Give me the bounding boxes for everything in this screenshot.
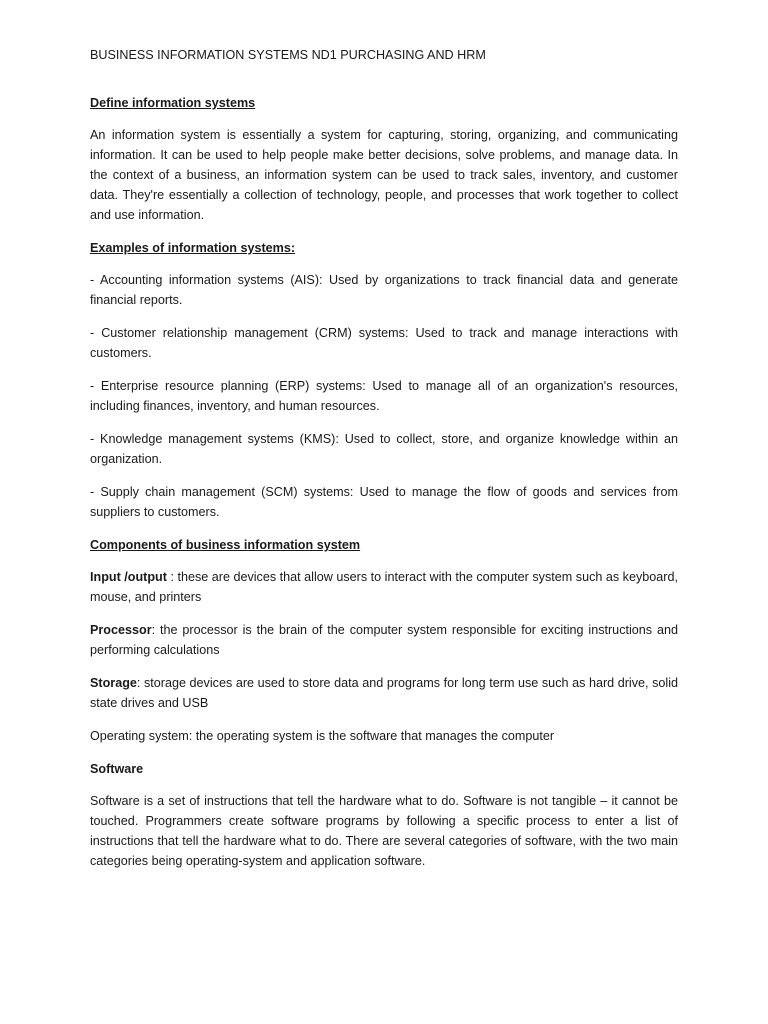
list-item-scm: - Supply chain management (SCM) systems: Used to manage the flow of goods and services from suppliers to customers. <box>90 485 678 519</box>
list-item-erp: - Enterprise resource planning (ERP) systems: Used to manage all of an organization's resources, including finances, inventory, and human resources. <box>90 379 678 413</box>
heading-components: Components of business information system <box>90 538 361 552</box>
component-description: : storage devices are used to store data and programs for long term use such as hard drive, solid state drives and USB <box>90 676 678 710</box>
component-term: Storage <box>90 676 137 690</box>
document-body <box>90 45 678 884</box>
list-item-kms: - Knowledge management systems (KMS): Used to collect, store, and organize knowledge within an organization. <box>90 432 678 466</box>
list-item-crm: - Customer relationship management (CRM) systems: Used to track and manage interactions with customers. <box>90 326 678 360</box>
list-item-ais: - Accounting information systems (AIS): Used by organizations to track financial data and generate financial reports. <box>90 273 678 307</box>
component-input-output <box>90 567 678 607</box>
heading-examples: Examples of information systems: <box>90 241 296 255</box>
component-operating-system: Operating system: the operating system is the software that manages the computer <box>90 729 555 743</box>
document-header: BUSINESS INFORMATION SYSTEMS ND1 PURCHASING AND HRM <box>90 48 486 62</box>
paragraph-definition: An information system is essentially a system for capturing, storing, organizing, and communicating information. It can be used to help people make better decisions, solve problems, and manage data. In the context of a business, an information system can be used to track sales, inventory, and customer data. They're essentially a collection of technology, people, and processes that work together to collect and use information. <box>90 128 678 222</box>
component-description: : the processor is the brain of the computer system responsible for exciting instructions and performing calculations <box>90 623 678 657</box>
heading-define-information-systems: Define information systems <box>90 96 256 110</box>
component-term: Input /output <box>90 570 167 584</box>
component-processor <box>90 620 678 660</box>
component-storage <box>90 673 678 713</box>
component-description: : these are devices that allow users to interact with the computer system such as keyboard, mouse, and printers <box>90 570 678 604</box>
component-term: Processor <box>90 623 152 637</box>
paragraph-software: Software is a set of instructions that tell the hardware what to do. Software is not tangible – it cannot be touched. Programmers create software programs by following a specific process to enter a list of instructions that tell the hardware what to do. There are several categories of software, with the two main categories being operating-system and application software. <box>90 794 678 868</box>
heading-software: Software <box>90 762 144 776</box>
